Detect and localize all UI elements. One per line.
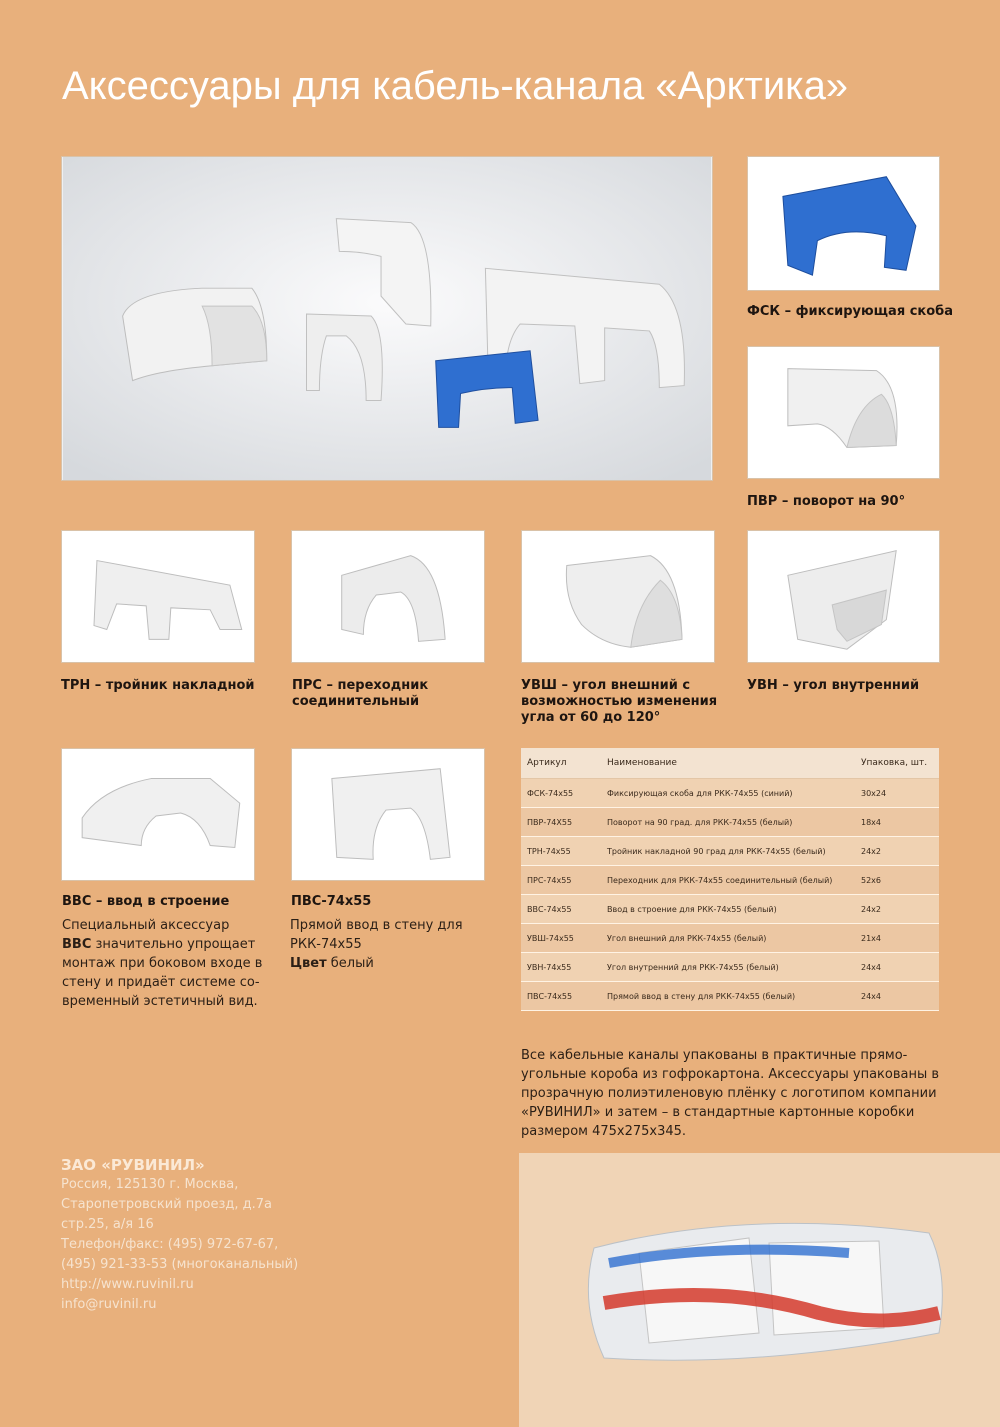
packaging-text: [521, 1046, 951, 1141]
uvn-caption: УВН – угол внутренний: [747, 678, 920, 693]
packaging-line4: «РУВИНИЛ» и затем – в стандартные картонные коробки: [521, 1105, 915, 1120]
pvs-desc-line2: РКК-74х55: [290, 937, 362, 952]
table-cell-article: УВН-74х55: [521, 953, 601, 982]
company-email: info@ruvinil.ru: [61, 1297, 157, 1312]
vvs-desc-line5: временный эстетичный вид.: [62, 994, 258, 1009]
table-header-row: [521, 748, 939, 779]
company-phone-line1: Телефон/факс: (495) 972-67-67,: [61, 1237, 279, 1252]
table-cell-pack: 24х4: [855, 982, 939, 1011]
table-cell-name: Поворот на 90 град. для РКК-74х55 (белый): [601, 808, 855, 837]
table-cell-name: Прямой ввод в стену для РКК-74х55 (белый): [601, 982, 855, 1011]
pvr-caption: ПВР – поворот на 90°: [747, 494, 906, 509]
table-cell-pack: 18х4: [855, 808, 939, 837]
table-cell-pack: 24х4: [855, 953, 939, 982]
company-address-line3: стр.25, а/я 16: [61, 1217, 154, 1232]
vvs-desc-bold: ВВС: [62, 937, 92, 952]
vvs-description: [62, 916, 277, 1011]
vvs-desc-line4: стену и придаёт системе со-: [62, 975, 260, 990]
trn-photo: [61, 530, 255, 663]
page-title: Аксессуары для кабель-канала «Арктика»: [62, 64, 849, 108]
prs-caption: [292, 678, 428, 710]
spec-table: [521, 748, 939, 1011]
company-website: http://www.ruvinil.ru: [61, 1277, 194, 1292]
table-row: [521, 808, 939, 837]
pvs-caption: ПВС-74х55: [291, 894, 372, 909]
packaging-line1: Все кабельные каналы упакованы в практичные прямо-: [521, 1048, 908, 1063]
uvsh-caption-line1: УВШ – угол внешний с: [521, 678, 691, 693]
table-cell-pack: 24х2: [855, 895, 939, 924]
table-cell-article: ПВР-74Х55: [521, 808, 601, 837]
table-cell-name: Угол внешний для РКК-74х55 (белый): [601, 924, 855, 953]
table-row: [521, 837, 939, 866]
trn-caption: ТРН – тройник накладной: [61, 678, 255, 693]
table-cell-pack: 52х6: [855, 866, 939, 895]
fsk-image: [748, 157, 939, 290]
table-cell-name: Угол внутренний для РКК-74х55 (белый): [601, 953, 855, 982]
pvs-description: [290, 916, 490, 973]
fsk-photo: [747, 156, 940, 291]
uvsh-photo: [521, 530, 715, 663]
pvs-desc-line3: [290, 954, 490, 973]
table-cell-article: ПРС-74х55: [521, 866, 601, 895]
uvsh-caption-line2: возможностью изменения: [521, 694, 718, 709]
vvs-desc-line1: Специальный аксессуар: [62, 918, 230, 933]
table-cell-article: ВВС-74х55: [521, 895, 601, 924]
package-image: [519, 1153, 1000, 1427]
uvsh-caption: [521, 678, 717, 726]
packaging-line3: прозрачную полиэтиленовую плёнку с логотипом компании: [521, 1086, 937, 1101]
prs-caption-line1: ПРС – переходник: [292, 678, 429, 693]
vvs-photo: [61, 748, 255, 881]
fsk-caption: ФСК – фиксирующая скоба: [747, 304, 954, 319]
packaging-line2: угольные короба из гофрокартона. Аксессуары упакованы в: [521, 1067, 940, 1082]
prs-caption-line2: соединительный: [292, 694, 420, 709]
company-info: [61, 1155, 461, 1315]
table-cell-pack: 21х4: [855, 924, 939, 953]
table-cell-name: Ввод в строение для РКК-74х55 (белый): [601, 895, 855, 924]
pvr-photo: [747, 346, 940, 479]
table-cell-article: УВШ-74х55: [521, 924, 601, 953]
table-header-pack: Упаковка, шт.: [855, 748, 939, 779]
table-cell-article: ПВС-74х55: [521, 982, 601, 1011]
table-cell-article: ТРН-74х55: [521, 837, 601, 866]
prs-image: [292, 531, 484, 662]
table-row: [521, 895, 939, 924]
table-row: [521, 953, 939, 982]
company-phone-line2: (495) 921-33-53 (многоканальный): [61, 1257, 299, 1272]
company-address-line2: Старопетровский проезд, д.7а: [61, 1197, 273, 1212]
vvs-desc-line3: монтаж при боковом входе в: [62, 956, 263, 971]
pvs-photo: [291, 748, 485, 881]
table-header-article: Артикул: [521, 748, 601, 779]
package-photo: [519, 1153, 1000, 1427]
uvsh-caption-line3: угла от 60 до 120°: [521, 710, 661, 725]
vvs-caption: ВВС – ввод в строение: [62, 894, 230, 909]
hero-photo: [61, 156, 713, 481]
table-row: [521, 982, 939, 1011]
vvs-image: [62, 749, 254, 880]
vvs-desc-line2: [62, 935, 277, 954]
table-row: [521, 866, 939, 895]
table-cell-name: Тройник накладной 90 град для РКК-74х55 (белый): [601, 837, 855, 866]
company-name: ЗАО «РУВИНИЛ»: [61, 1156, 205, 1174]
company-address-line1: Россия, 125130 г. Москва,: [61, 1177, 239, 1192]
table-row: [521, 779, 939, 808]
table-header-name: Наименование: [601, 748, 855, 779]
pvs-image: [292, 749, 484, 880]
table-row: [521, 924, 939, 953]
uvn-photo: [747, 530, 940, 663]
pvs-desc-line1: Прямой ввод в стену для: [290, 918, 463, 933]
pvs-desc-line3-rest: белый: [326, 956, 374, 971]
prs-photo: [291, 530, 485, 663]
trn-image: [62, 531, 254, 662]
table-cell-pack: 30х24: [855, 779, 939, 808]
pvs-desc-bold: Цвет: [290, 956, 327, 971]
pvr-image: [748, 347, 939, 478]
uvsh-image: [522, 531, 714, 662]
uvn-image: [748, 531, 939, 662]
table-cell-name: Переходник для РКК-74х55 соединительный (белый): [601, 866, 855, 895]
table-cell-pack: 24х2: [855, 837, 939, 866]
table-cell-article: ФСК-74х55: [521, 779, 601, 808]
accessories-group-image: [62, 157, 712, 480]
table-cell-name: Фиксирующая скоба для РКК-74х55 (синий): [601, 779, 855, 808]
packaging-line5: размером 475х275х345.: [521, 1124, 687, 1139]
vvs-desc-line2-rest: значительно упрощает: [91, 937, 256, 952]
